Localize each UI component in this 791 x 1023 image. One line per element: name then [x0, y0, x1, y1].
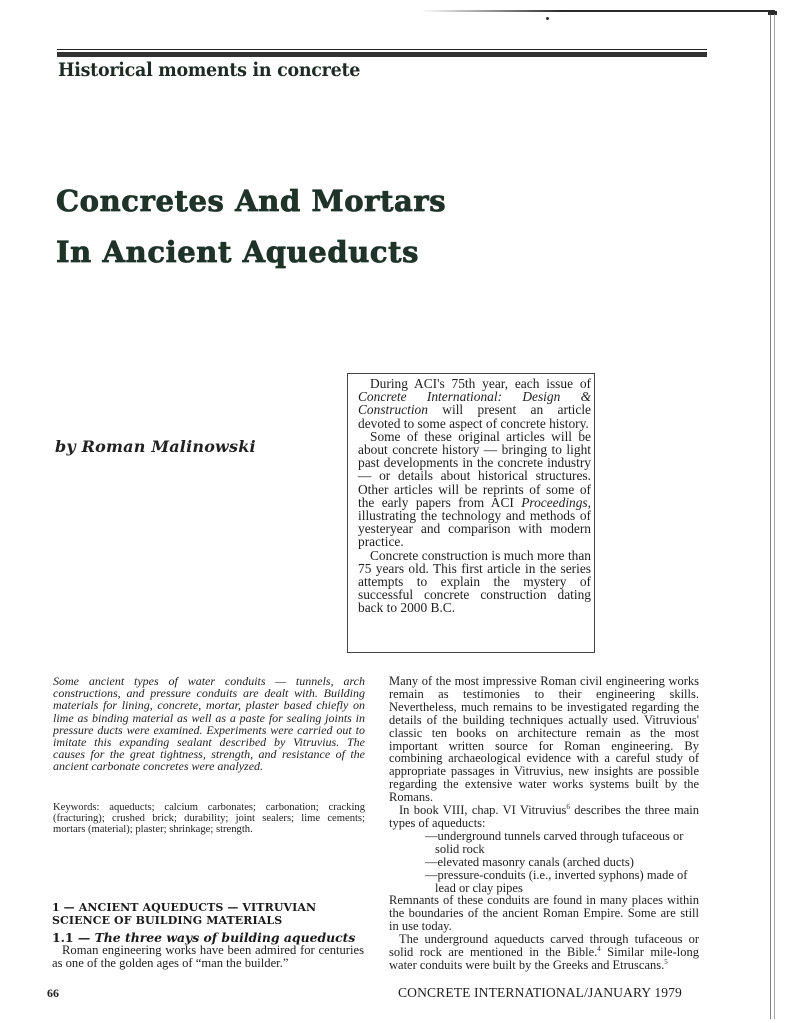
body-text: describes the three main types of aqueducts: [389, 803, 699, 830]
proceedings-name: Proceedings, [521, 494, 591, 510]
intro-paragraph-2 [358, 430, 591, 549]
scan-edge-top [420, 10, 775, 12]
header-rule-thick [57, 52, 707, 57]
footnote-ref: 5 [664, 957, 668, 966]
body-paragraph: Roman engineering works have been admired for centuries as one of the golden ages of “man the builder.” [52, 943, 364, 970]
right-column-body [389, 675, 699, 972]
body-text: The underground aqueducts carved through tufaceous or solid rock are mentioned in the Bible. [389, 932, 699, 960]
section-heading: Historical moments in concrete [58, 59, 361, 81]
keywords: Keywords: aqueducts; calcium carbonates; carbonation; cracking (fracturing); crushed brick; durability; joint sealers; lime cements; mortars (material); plaster; shrinkage; strength. [53, 802, 365, 835]
abstract: Some ancient types of water conduits — tunnels, arch constructions, and pressure conduits are dealt with. Building materials for lining, concrete, mortar, plaster based chiefly on lime as binding material as well as a paste for sealing joints in pressure ducts were examined. Experiments were carried out to imitate this expanding sealant described by Vitruvius. The causes for the great tightness, strength, and resistance of the ancient carbonate concretes were analyzed. [53, 674, 365, 774]
intro-text: During ACI's 75th year, each issue of [370, 376, 591, 391]
list-item: —pressure-conduits (i.e., inverted syphons) made of lead or clay pipes [425, 867, 688, 895]
footnote-ref: 4 [597, 945, 601, 954]
intro-text: illustrating the technology and methods of yesteryear and comparison with modern practice. [358, 508, 591, 550]
author-byline: by Roman Malinowski [55, 437, 256, 456]
section-1-heading: 1 — ANCIENT AQUEDUCTS — VITRUVIAN SCIENCE OF BUILDING MATERIALS [52, 901, 317, 927]
list-item: —underground tunnels carved through tufaceous or solid rock [425, 828, 684, 856]
journal-footer: CONCRETE INTERNATIONAL/JANUARY 1979 [398, 985, 682, 1000]
body-text: In book VIII, chap. VI Vitruvius [399, 803, 567, 818]
header-rule-thin [57, 49, 707, 50]
journal-name: Concrete International: Design & Construction [358, 389, 591, 418]
subsection-title: The three ways of building aqueducts [94, 930, 356, 945]
body-paragraph: Remnants of these conduits are found in many places within the boundaries of the ancient Roman Empire. Some are still in use today. [389, 893, 699, 934]
intro-paragraph-3: Concrete construction is much more than 75 years old. This first article in the series attempts to explain the mystery of successful concrete construction dating back to 2000 B.C. [358, 547, 591, 616]
intro-paragraph-1 [358, 377, 591, 430]
article-title-line-2: In Ancient Aqueducts [56, 235, 420, 269]
list-item: —elevated masonry canals (arched ducts) [425, 854, 634, 869]
editorial-intro-box [347, 373, 595, 653]
aqueduct-types-list [389, 830, 699, 895]
body-paragraph [389, 933, 699, 972]
left-column-body [52, 944, 364, 970]
scan-speck [546, 17, 549, 20]
scan-edge-right [770, 14, 775, 1019]
article-title-line-1: Concretes And Mortars [56, 184, 447, 218]
footnote-ref: 6 [566, 803, 570, 812]
body-text: Similar mile-long water conduits were built by the Greeks and Etruscans. [389, 945, 699, 972]
page-number: 66 [47, 986, 59, 1000]
subsection-number: 1.1 — [52, 930, 95, 945]
body-paragraph: Many of the most impressive Roman civil engineering works remain as testimonies to their engineering skills. Nevertheless, much remains to be investigated regarding the details of the building techniques actually used. Vitruvious' classic ten books on architecture remain as the most important written source for Roman engineering. By combining archaeological evidence with a careful study of appropriate passages in Vitruvius, new insights are possible regarding the extensive water works systems built by the Romans. [389, 674, 699, 805]
intro-text: will present an article devoted to some aspect of concrete history. [358, 402, 591, 431]
body-paragraph [389, 804, 699, 830]
intro-text: Some of these original articles will be about concrete history — bringing to light past developments in the concrete industry — or details about historical structures. Other articles will be reprints of some of the early papers from ACI [358, 428, 591, 510]
